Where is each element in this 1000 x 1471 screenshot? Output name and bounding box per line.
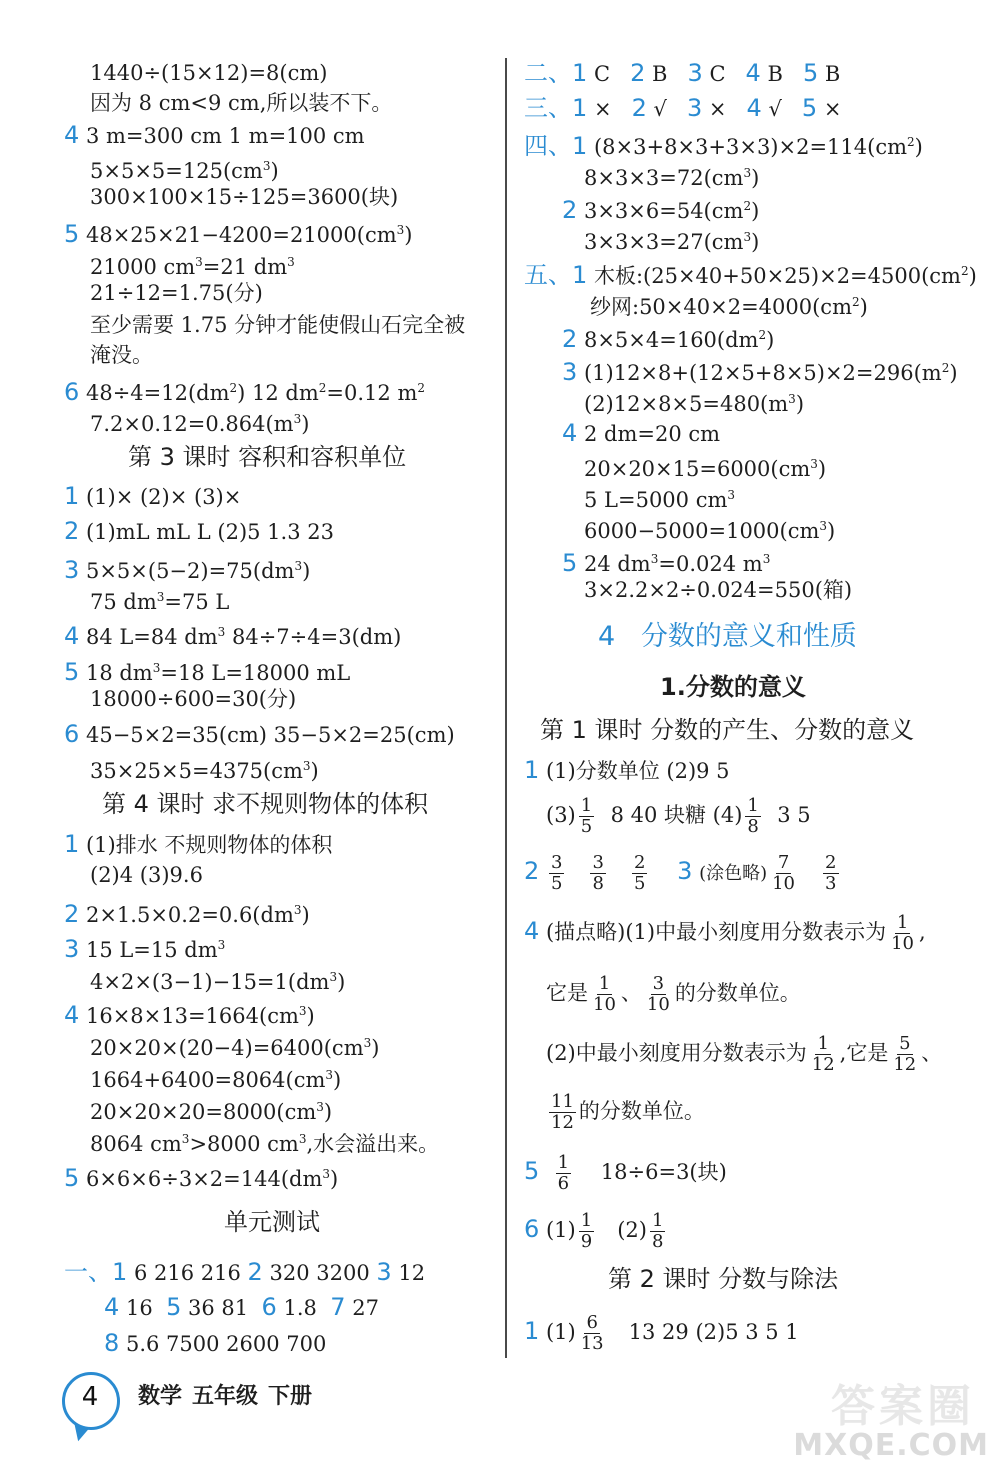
answer-text: × — [702, 97, 747, 121]
answer-text: √ — [646, 97, 687, 121]
question-number: 4 — [64, 121, 80, 149]
lesson-heading: 第 4 课时 求不规则物体的体积 — [102, 790, 429, 818]
fraction: $\frac{1}{10}$ — [593, 973, 616, 1015]
answer-text: 48×25×21−4200=21000(cm — [85, 223, 397, 247]
answer-line: $20\times 20\times 15=6000(cm^3)$ — [584, 457, 827, 481]
answer-line: (2)中最小刻度用分数表示为 $\frac{1}{12}$ ,它是 $\frac{5}{12}$ 、 — [546, 1033, 943, 1075]
section-label: 四、 — [524, 132, 572, 160]
answer-text: B — [818, 62, 841, 86]
lesson1-q2-q3: 2 $\frac{3}{5}$ $\frac{3}{8}$ $\frac{2}{5}$ 3 (涂色略) $\frac{7}{10}$ $\frac{2}{3}$ — [524, 852, 837, 894]
page-number: 4 — [81, 1382, 99, 1412]
answer-line: $35\times 25\times 5=4375(cm^3)$ — [90, 759, 319, 783]
answer-line: (2)4 (3)9.6 — [90, 863, 203, 887]
answer-line: 8064 $cm^3>8000$ $cm^3$,水会溢出来。 — [90, 1132, 440, 1156]
answer-line: (3) $\frac{1}{5}$ 8 40 块糖 (4) $\frac{1}{8}$ 3 5 — [546, 795, 811, 837]
section-label: 五、 — [524, 261, 572, 289]
answer-line: $8\times 3\times 3=72(cm^3)$ — [584, 166, 760, 190]
answer-line: 300×100×15÷125=3600(块) — [90, 185, 399, 209]
answer-line: 18000÷600=30(分) — [90, 687, 297, 711]
lesson4-q2: 2 $2\times 1.5\times 0.2=0.6(dm^3)$ — [64, 900, 310, 928]
lesson4-q4: 4 $16\times 8\times 13=1664(cm^3)$ — [64, 1001, 315, 1029]
answer-line: $1664+6400=8064(cm^3)$ — [90, 1068, 342, 1092]
fraction: $\frac{1}{8}$ — [747, 795, 759, 837]
fraction: $\frac{5}{12}$ — [893, 1033, 917, 1075]
question-number: 2 — [631, 94, 647, 122]
lesson3-q4: 4 84 L=84 $dm^3$ 84÷7÷4=3(dm) — [64, 622, 402, 650]
test-section-5-q2: 2 $8\times 5\times 4=160(dm^2)$ — [562, 325, 775, 353]
answer-line: $7.2\times 0.12=0.864(m^3)$ — [90, 412, 310, 436]
fraction: $\frac{1}{10}$ — [891, 912, 915, 954]
answer-text: C — [587, 62, 631, 86]
fraction: $\frac{3}{8}$ — [592, 852, 604, 894]
section-label: 一、 — [64, 1258, 112, 1286]
question-4 — [64, 120, 365, 151]
answer-line: $5\times 5\times 5=125(cm^3)$ — [90, 159, 279, 183]
answer-line: 3×2.2×2÷0.024=550(箱) — [584, 578, 853, 602]
lesson3-q5: 5 18 $dm^3=18$ L=18000 mL — [64, 658, 351, 686]
question-number: 4 — [745, 59, 761, 87]
question-number: 5 — [801, 94, 818, 122]
lesson3-q3: 3 $5\times 5\times(5-2)=75(dm^3)$ — [64, 556, 311, 584]
test-section-5-q4: 4 2 dm=20 cm — [562, 419, 721, 447]
fraction: $\frac{7}{10}$ — [772, 852, 796, 894]
answer-line: 因为 8 cm<9 cm,所以装不下。 — [90, 91, 393, 115]
lesson4-q5: 5 $6\times 6\times 6\div 3\times 2=144(dm^3)$ — [64, 1164, 339, 1192]
lesson3-q6: 6 45−5×2=35(cm) 35−5×2=25(cm) — [64, 720, 455, 748]
fraction: $\frac{1}{5}$ — [580, 795, 593, 837]
question-number: 5 — [802, 59, 819, 87]
lesson1-q5: 5 $\frac{1}{6}$ 18÷6=3(块) — [524, 1152, 727, 1194]
question-number: 3 — [687, 59, 703, 87]
test-section-4-q2: 2 $3\times 3\times 6=54(cm^2)$ — [562, 196, 760, 224]
answer-line: $(2)12\times 8\times 5=480(m^3)$ — [584, 392, 805, 416]
unit-test-heading: 单元测试 — [224, 1208, 320, 1236]
watermark-logo: 答案圈 — [831, 1381, 975, 1432]
answer-text: × — [587, 97, 632, 121]
answer-line: 75 $dm^3=75$ L — [90, 590, 230, 614]
section-title: 1.分数的意义 — [660, 673, 806, 701]
answer-line: 纱网$:50\times 40\times 2=4000(cm^2)$ — [590, 295, 868, 319]
section-label: 二、 — [524, 59, 572, 87]
lesson1-q6: 6 (1) $\frac{1}{9}$ (2) $\frac{1}{8}$ — [524, 1210, 664, 1252]
answer-text: √ — [761, 97, 802, 121]
answer-line: 淹没。 — [90, 343, 153, 367]
test-section-1-row3: 8 5.6 7500 2600 700 — [104, 1329, 327, 1357]
fraction: $\frac{6}{13}$ — [580, 1312, 604, 1354]
test-section-4-q1: 四、1 $(8\times 3+8\times 3+3\times 3)\times 2=114(cm^2)$ — [524, 132, 923, 160]
question-5: 5 $48\times 25\times 21-4200=21000(cm^3)$ — [64, 220, 413, 248]
question-number: 4 — [64, 622, 80, 650]
fraction: $\frac{1}{9}$ — [580, 1210, 593, 1252]
answer-text: B — [760, 62, 803, 86]
question-number: 3 — [64, 935, 80, 963]
question-number: 3 — [64, 556, 80, 584]
fraction: $\frac{2}{5}$ — [633, 852, 646, 894]
lesson4-q3: 3 15 L=15 $dm^3$ — [64, 935, 226, 963]
question-number: 2 — [64, 900, 80, 928]
test-section-3 — [524, 93, 841, 124]
question-number: 2 — [630, 59, 646, 87]
question-number: 3 — [686, 94, 703, 122]
question-number: 1 — [572, 94, 588, 122]
answer-text: × — [817, 97, 842, 121]
watermark — [790, 1370, 995, 1465]
question-number: 1 — [572, 59, 588, 87]
answer-line: 21÷12=1.75(分) — [90, 281, 263, 305]
fraction: $\frac{1}{6}$ — [557, 1152, 570, 1194]
book-title: 数学 五年级 下册 — [138, 1384, 313, 1409]
test-section-5-q1: 五、1 木板$:(25\times 40+50\times 25)\times 2=4500(cm^2)$ — [524, 261, 977, 289]
question-number: 1 — [524, 756, 540, 784]
test-section-2 — [524, 58, 840, 89]
question-number: 4 — [746, 94, 762, 122]
answer-line: $20\times 20\times 20=8000(cm^3)$ — [90, 1100, 333, 1124]
fraction: $\frac{11}{12}$ — [551, 1091, 574, 1133]
answer-line: $6000-5000=1000(cm^3)$ — [584, 519, 836, 543]
section-label: 三、 — [524, 94, 572, 122]
question-number: 6 — [64, 720, 80, 748]
question-number: 2 — [64, 517, 80, 545]
test-section-1: 一、1 6 216 216 2 320 3200 3 12 — [64, 1258, 426, 1286]
test-section-5-q3: 3 $(1)12\times 8+(12\times 5+8\times 5)\times 2=296(m^2)$ — [562, 358, 958, 386]
test-section-1-row2: 4 16 5 36 81 6 1.8 7 27 — [104, 1293, 379, 1321]
badge-tail — [69, 1423, 90, 1444]
column-divider — [505, 58, 507, 1358]
lesson-heading: 第 2 课时 分数与除法 — [608, 1265, 839, 1293]
lesson3-q1: 1 (1)× (2)× (3)× — [64, 482, 242, 510]
answer-line: $4\times 2\times(3-1)-15=1(dm^3)$ — [90, 970, 346, 994]
fraction: $\frac{1}{12}$ — [811, 1033, 835, 1075]
answer-text: B — [645, 62, 688, 86]
lesson-heading: 第 1 课时 分数的产生、分数的意义 — [540, 716, 915, 744]
lesson1-q4: 4 (描点略)(1)中最小刻度用分数表示为 $\frac{1}{10}$ , — [524, 912, 926, 954]
lesson3-q2: 2 (1)mL mL L (2)5 1.3 23 — [64, 517, 334, 545]
answer-line: 它是 $\frac{1}{10}$ 、 $\frac{3}{10}$ 的分数单位。 — [546, 973, 801, 1015]
chapter-title: 4 分数的意义和性质 — [598, 621, 857, 652]
question-6: 6 $48\div 4=12(dm^2)$ 12 $dm^2=0.12$ $m^2$ — [64, 378, 426, 406]
fraction: $\frac{3}{10}$ — [646, 973, 670, 1015]
lesson2-q1: 1 (1) $\frac{6}{13}$ 13 29 (2)5 3 5 1 — [524, 1312, 799, 1354]
question-number: 6 — [64, 378, 80, 406]
question-number: 4 — [64, 1001, 80, 1029]
lesson4-q1: 1 (1)排水 不规则物体的体积 — [64, 830, 333, 858]
answer-text: C — [702, 62, 746, 86]
question-number: 5 — [64, 220, 80, 248]
fraction: $\frac{3}{5}$ — [550, 852, 563, 894]
fraction: $\frac{2}{3}$ — [825, 852, 837, 894]
watermark-site: MXQE.COM — [793, 1428, 989, 1463]
answer-line: 1440÷(15×12)=8(cm) — [90, 61, 328, 85]
question-number: 1 — [64, 830, 80, 858]
answer-line: 5 L=5000 $cm^3$ — [584, 488, 736, 512]
question-number: 5 — [64, 658, 80, 686]
answer-line: $20\times 20\times(20-4)=6400(cm^3)$ — [90, 1036, 380, 1060]
test-section-5-q5: 5 24 $dm^3=0.024$ $m^3$ — [562, 549, 771, 577]
answer-line: 至少需要 1.75 分钟才能使假山石完全被 — [90, 313, 466, 337]
question-number: 5 — [64, 1164, 80, 1192]
fraction: $\frac{1}{8}$ — [651, 1210, 664, 1252]
answer-text: 3 m=300 cm 1 m=100 cm — [85, 124, 365, 148]
answer-line: $3\times 3\times 3=27(cm^3)$ — [584, 230, 760, 254]
lesson-heading: 第 3 课时 容积和容积单位 — [128, 443, 407, 471]
answer-line: $\frac{11}{12}$ 的分数单位。 — [551, 1091, 705, 1133]
lesson1-q1: 1 (1)分数单位 (2)9 5 — [524, 756, 730, 784]
question-number: 1 — [64, 482, 80, 510]
answer-line: 21000 $cm^3=21$ $dm^3$ — [90, 255, 295, 279]
